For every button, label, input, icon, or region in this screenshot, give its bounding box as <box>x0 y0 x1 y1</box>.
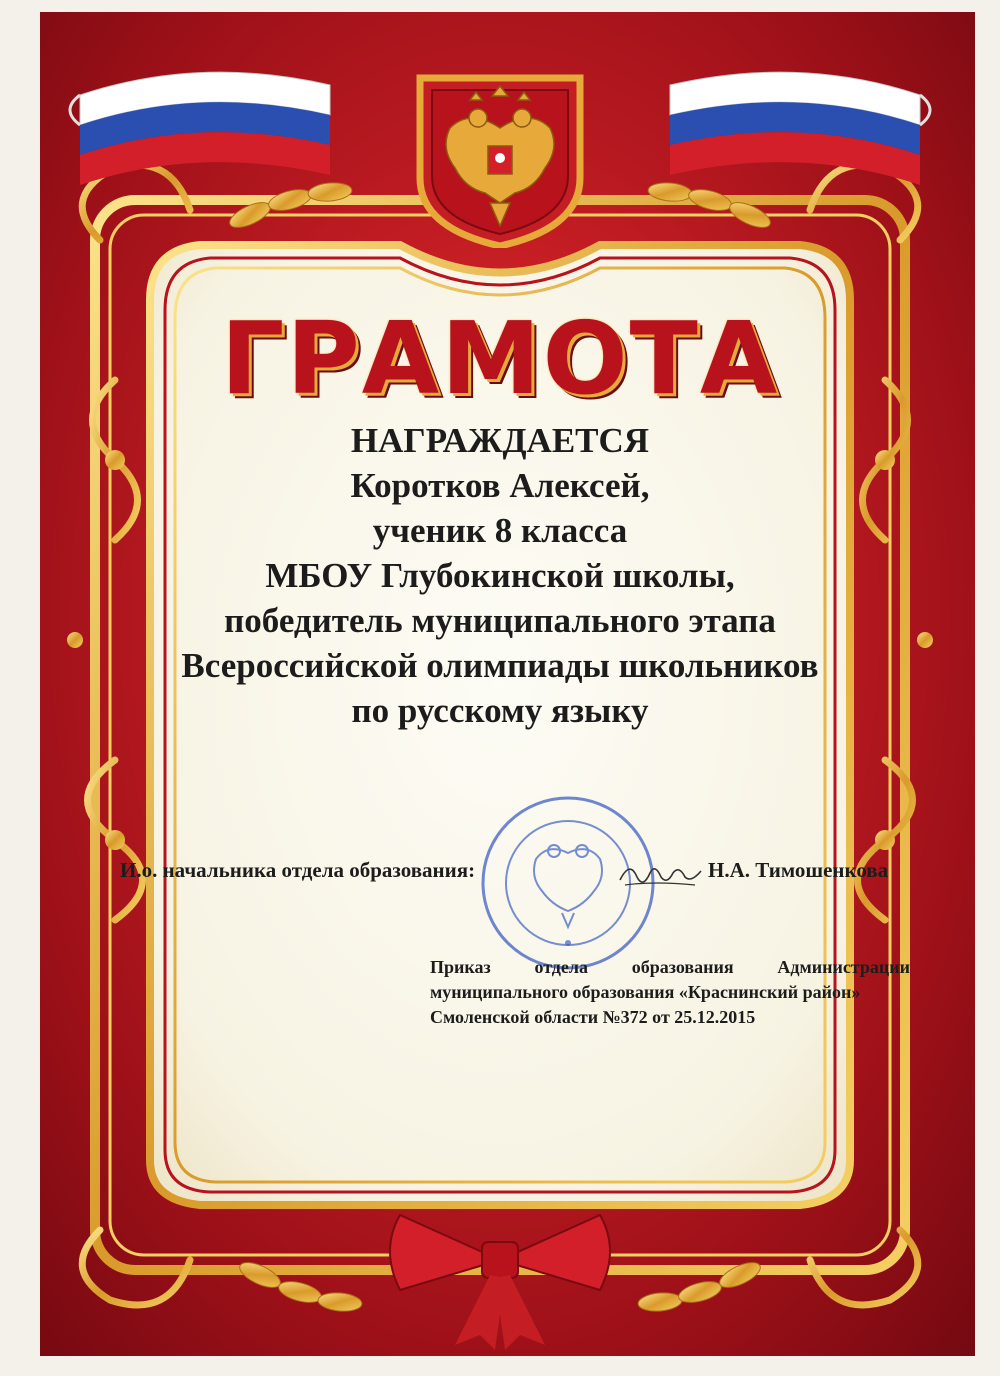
russian-coat-of-arms-icon <box>410 68 590 248</box>
bow-ribbon <box>390 1215 610 1350</box>
achievement-line-2: Всероссийской олимпиады школьников <box>181 646 819 685</box>
achievement-line-3: по русскому языку <box>351 691 649 730</box>
recipient-name: Коротков Алексей, <box>350 466 650 505</box>
signatory-position: И.о. начальника отдела образования: <box>120 858 476 882</box>
award-line: НАГРАЖДАЕТСЯ <box>350 421 650 460</box>
order-reference <box>430 955 910 1030</box>
order-line-3: Смоленской области №372 от 25.12.2015 <box>430 1007 756 1027</box>
order-line-2: муниципального образования «Краснинский район» <box>430 982 861 1002</box>
recipient-grade: ученик 8 класса <box>372 511 628 550</box>
handwritten-signature <box>615 855 705 895</box>
award-text <box>150 418 850 733</box>
order-line-1: Приказ отдела образования Администрации <box>430 957 910 977</box>
achievement-line-1: победитель муниципального этапа <box>224 601 776 640</box>
signatory-name: Н.А. Тимошенкова <box>708 858 889 882</box>
certificate-title: ГРАМОТА <box>220 300 780 417</box>
recipient-school: МБОУ Глубокинской школы, <box>265 556 735 595</box>
